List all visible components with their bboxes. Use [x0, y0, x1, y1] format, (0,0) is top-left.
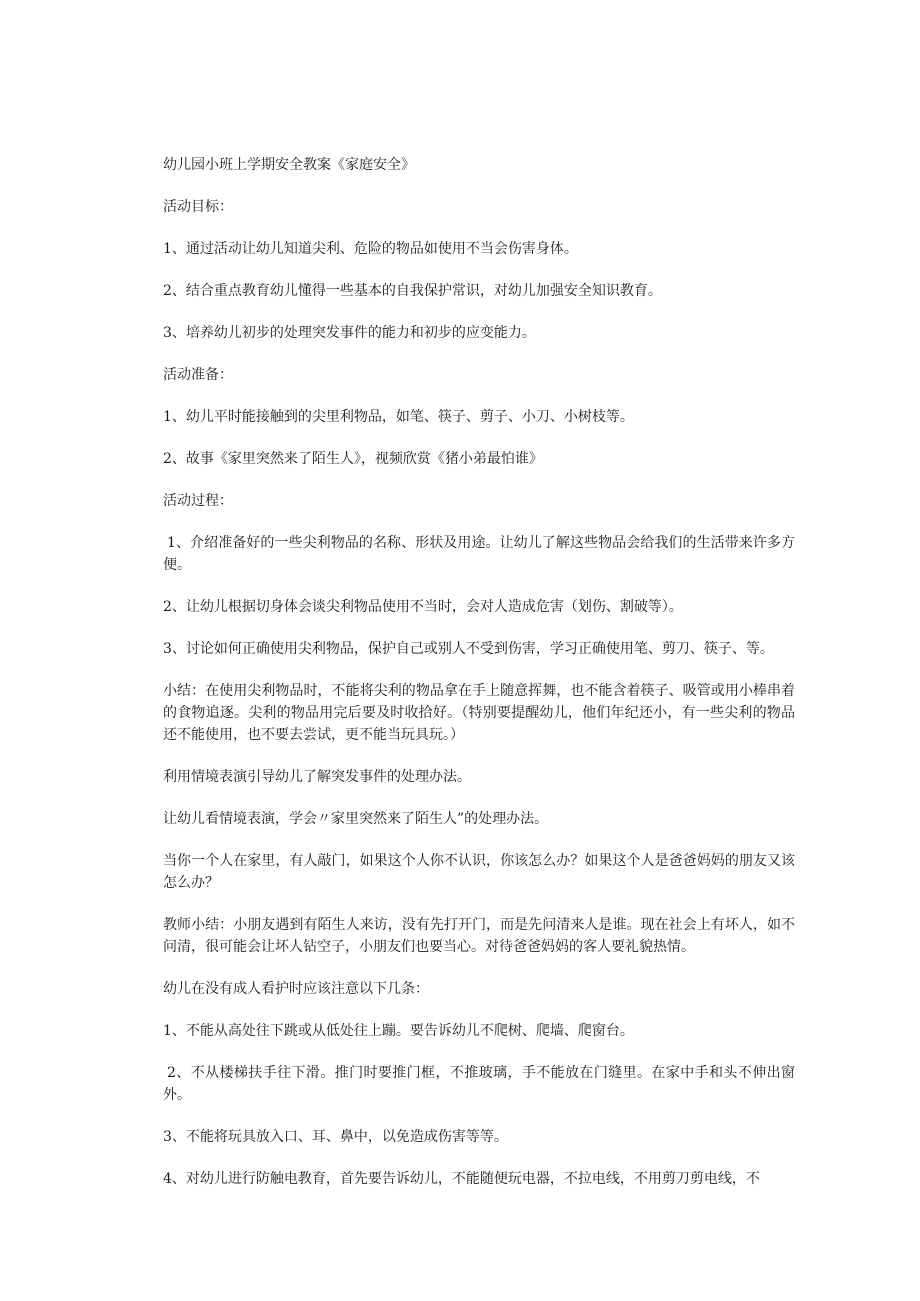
paragraph: 1、不能从高处往下跳或从低处往上蹦。要告诉幼儿不爬树、爬墙、爬窗台。 [163, 1023, 634, 1039]
paragraph: 3、讨论如何正确使用尖利物品，保护自己或别人不受到伤害，学习正确使用笔、剪刀、筷子、等。 [163, 641, 774, 657]
paragraph: 4、对幼儿进行防触电教育，首先要告诉幼儿，不能随便玩电器，不拉电线，不用剪刀剪电线，不 [163, 1171, 760, 1187]
paragraph: 幼儿在没有成人看护时应该注意以下几条： [163, 981, 429, 997]
summary-paragraph: 小结：在使用尖利物品时，不能将尖利的物品拿在手上随意挥舞，也不能含着筷子、吸管或用小棒串着的食物追逐。尖利的物品用完后要及时收拾好。（特别要提醒幼儿，他们年纪还小，有一些尖利的物品还不能使用，也不要去尝试，更不能当玩具玩。） [163, 683, 795, 743]
teacher-summary-paragraph: 教师小结：小朋友遇到有陌生人来访，没有先打开门，而是先问清来人是谁。现在社会上有坏人，如不问清，很可能会让坏人钻空子，小朋友们也要当心。对待爸爸妈妈的客人要礼貌热情。 [163, 917, 795, 955]
paragraph: 利用情境表演引导幼儿了解突发事件的处理办法。 [163, 769, 471, 785]
section-heading-preparation: 活动准备： [163, 367, 233, 383]
paragraph: 2、让幼儿根据切身体会谈尖利物品使用不当时，会对人造成危害（划伤、割破等）。 [163, 599, 683, 615]
document-title: 幼儿园小班上学期安全教案《家庭安全》 [163, 157, 415, 173]
paragraph: 1、介绍准备好的一些尖利物品的名称、形状及用途。让幼儿了解这些物品会给我们的生活带来许多方便。 [163, 535, 795, 573]
paragraph: 1、幼儿平时能接触到的尖里利物品，如笔、筷子、剪子、小刀、小树枝等。 [163, 409, 634, 425]
paragraph: 3、不能将玩具放入口、耳、鼻中，以免造成伤害等等。 [163, 1129, 508, 1145]
paragraph: 1、通过活动让幼儿知道尖利、危险的物品如使用不当会伤害身体。 [163, 241, 578, 257]
section-heading-process: 活动过程： [163, 493, 233, 509]
paragraph: 2、故事《家里突然来了陌生人》，视频欣赏《猪小弟最怕谁》 [163, 451, 543, 467]
section-heading-goals: 活动目标： [163, 199, 233, 215]
paragraph: 让幼儿看情境表演，学会〃家里突然来了陌生人”的处理办法。 [163, 811, 549, 827]
document-page [163, 154, 795, 1210]
paragraph: 2、不从楼梯扶手往下滑。推门时要推门框，不推玻璃，手不能放在门缝里。在家中手和头不伸出窗外。 [163, 1065, 795, 1103]
paragraph: 当你一个人在家里，有人敲门，如果这个人你不认识，你该怎么办？如果这个人是爸爸妈妈的朋友又该怎么办？ [163, 853, 795, 891]
paragraph: 2、结合重点教育幼儿懂得一些基本的自我保护常识，对幼儿加强安全知识教育。 [163, 283, 662, 299]
paragraph: 3、培养幼儿初步的处理突发事件的能力和初步的应变能力。 [163, 325, 536, 341]
